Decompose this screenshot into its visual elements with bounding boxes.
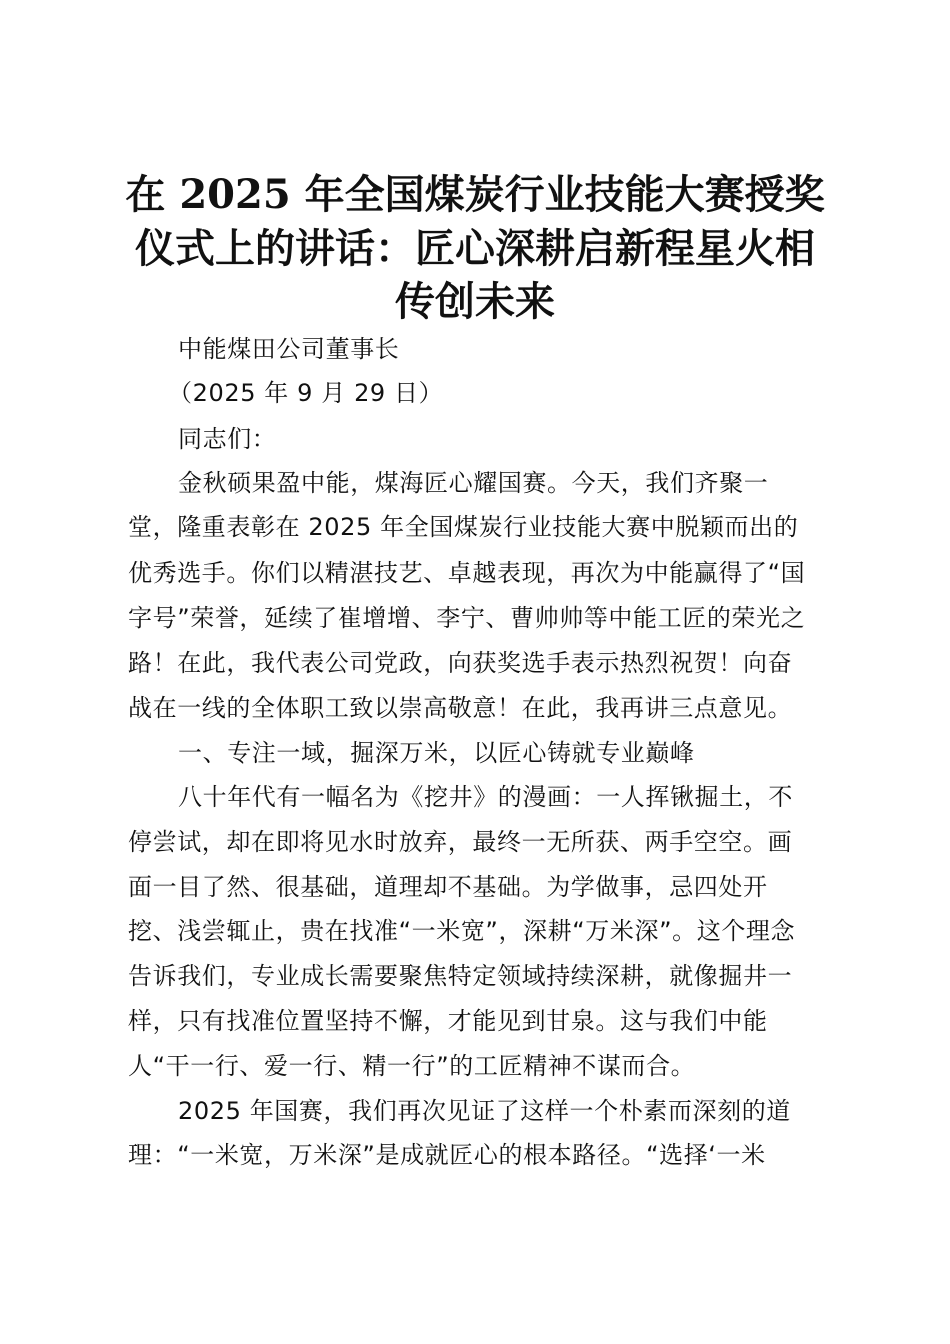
body-line: 2025 年国赛，我们再次见证了这样一个朴素而深刻的道 xyxy=(178,1097,791,1125)
speaker-line: 中能煤田公司董事长 xyxy=(178,335,400,363)
body-line: 金秋硕果盈中能，煤海匠心耀国赛。今天，我们齐聚一 xyxy=(178,469,769,497)
body-line: 字号”荣誉，延续了崔增增、李宁、曹帅帅等中能工匠的荣光之 xyxy=(128,604,806,632)
body-line: 挖、浅尝辄止，贵在找准“一米宽”，深耕“万米深”。这个理念 xyxy=(128,917,796,945)
body-line: 堂，隆重表彰在 2025 年全国煤炭行业技能大赛中脱颖而出的 xyxy=(128,513,799,541)
title-line-2: 仪式上的讲话：匠心深耕启新程星火相 xyxy=(135,225,815,272)
body-line: 八十年代有一幅名为《挖井》的漫画：一人挥锹掘土，不 xyxy=(178,783,793,811)
body-line: 理：“一米宽，万米深”是成就匠心的根本路径。“选择‘一米 xyxy=(128,1141,766,1169)
body-line: 停尝试，却在即将见水时放弃，最终一无所获、两手空空。画 xyxy=(128,828,793,856)
greeting-line: 同志们： xyxy=(178,425,277,453)
body-line: 面一目了然、很基础，道理却不基础。为学做事，忌四处开 xyxy=(128,873,768,901)
section-heading-1: 一、专注一域，掘深万米，以匠心铸就专业巅峰 xyxy=(178,739,695,767)
body-line: 路！在此，我代表公司党政，向获奖选手表示热烈祝贺！向奋 xyxy=(128,649,793,677)
title-line-1: 在 2025 年全国煤炭行业技能大赛授奖 xyxy=(125,171,825,218)
body-line: 优秀选手。你们以精湛技艺、卓越表现，再次为中能赢得了“国 xyxy=(128,559,806,587)
body-line: 战在一线的全体职工致以崇高敬意！在此，我再讲三点意见。 xyxy=(128,694,793,722)
body-line: 样，只有找准位置坚持不懈，才能见到甘泉。这与我们中能 xyxy=(128,1007,768,1035)
body-line: 人“干一行、爱一行、精一行”的工匠精神不谋而合。 xyxy=(128,1052,696,1080)
body-line: 告诉我们，专业成长需要聚焦特定领域持续深耕，就像掘井一 xyxy=(128,962,793,990)
title-line-3: 传创未来 xyxy=(395,278,555,325)
date-line: （2025 年 9 月 29 日） xyxy=(168,379,444,407)
